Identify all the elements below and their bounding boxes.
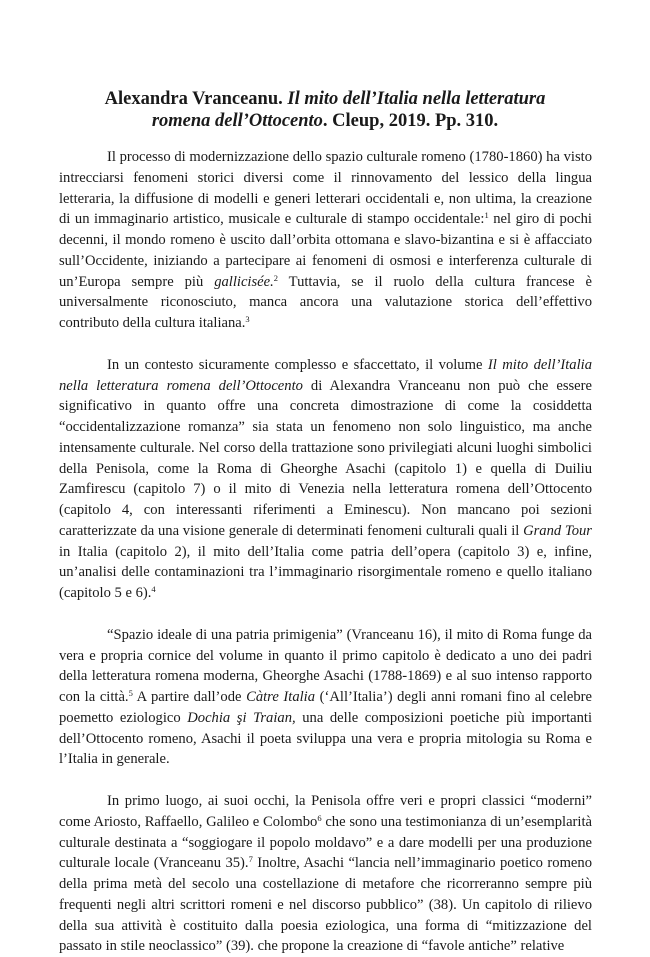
review-heading	[60, 88, 590, 132]
paragraph-3	[59, 625, 592, 770]
paragraph-2	[59, 355, 592, 604]
footnote-ref[interactable]: 6	[317, 812, 322, 823]
review-body	[59, 147, 592, 957]
footnote-ref[interactable]: 5	[128, 688, 133, 698]
footnote-ref[interactable]: 1	[484, 210, 489, 221]
book-title-line2: romena dell’Ottocento	[151, 111, 323, 131]
footnote-ref[interactable]: 4	[151, 584, 156, 594]
paragraph-4	[59, 791, 592, 957]
publisher-info: . Cleup, 2019. Pp. 310.	[322, 111, 499, 131]
text-span: In primo luogo, ai suoi occhi, la Penisola offre veri e propri classici “moderni” come Ariosto, Raffaello, Galileo e Colombo	[59, 793, 592, 830]
text-span: una delle composizioni poetiche più importanti dell’Ottocento romeno, Asachi il poeta sviluppa una vera e propria mitologia su Roma e l’Italia in generale.	[59, 709, 593, 768]
footnote-ref[interactable]: 7	[248, 854, 253, 865]
text-span: In un contesto sicuramente complesso e sfaccettato, il volume	[107, 356, 488, 373]
text-span: (‘All’Italia’) degli anni romani fino al celebre poemetto eziologico	[59, 689, 593, 726]
italic-title: Dochia şi Traian,	[187, 709, 296, 726]
paragraph-1	[59, 147, 592, 334]
italic-title: Il mito dell’Italia nella letteratura romena dell’Ottocento	[59, 356, 592, 394]
text-span: Tuttavia, se il ruolo della cultura francese è universalmente riconosciuto, manca ancora una valutazione storica dell’effettivo contributo della cultura italiana.	[59, 273, 592, 331]
book-title-line1: Il mito dell’Italia nella letteratura	[287, 89, 546, 109]
italic-title: Càtre Italia	[246, 689, 316, 705]
text-span: Inoltre, Asachi “lancia nell’immaginario poetico romeno della prima metà del secolo una costellazione di metafore che ricorreranno sempre più frequenti negli altri scrittori romeni e nel discorso pubblico” (38). Un capitolo di rilievo della sua attività è costituito dalla poesia eziologica, una forma di “mitizzazione del passato in stile neoclassico” (39). che propone la creazione di “favole antiche” relative	[59, 855, 593, 955]
text-span: in Italia (capitolo 2), il mito dell’Italia come patria dell’opera (capitolo 3) e, infine, un’analisi delle contaminazioni tra l’immaginario risorgimentale romeno e quello italiano (capitolo 5 e 6).	[59, 543, 592, 601]
text-span: Il processo di modernizzazione dello spazio culturale romeno (1780-1860) ha visto intrecciarsi fenomeni storici diversi come il rinnovamento del lessico della lingua letteraria, la diffusione di modelli e generi letterari occidentali e, non ultima, la creazione di un immaginario artistico, musicale e culturale di stampo occidentale:	[59, 149, 592, 228]
italic-term: Grand Tour	[523, 522, 592, 539]
text-span: di Alexandra Vranceanu non può che essere significativo in quanto offre una concreta dimostrazione di come la cosiddetta “occidentalizzazione romanza” sia stata un fenomeno non solo linguistico, ma anche intensamente culturale. Nel corso della trattazione sono privilegiati alcuni luoghi simbolici della Penisola, come la Roma di Gheorghe Asachi (capitolo 1) e quella di Duiliu Zamfirescu (capitolo 7) o il mito di Venezia nella letteratura romena dell’Ottocento (capitolo 4, con interessanti riferimenti a Eminescu). Non mancano poi sezioni caratterizzate da una visione generale di determinati fenomeni culturali quali il	[59, 377, 592, 539]
text-span: nel giro di pochi decenni, il mondo romeno è uscito dall’orbita ottomana e slavo-bizantina e si è affacciato sull’Occidente, iniziando a partecipare ai fenomeni di osmosi e interferenza culturale di un’Europa sempre più	[59, 211, 592, 290]
text-span: A partire dall’ode	[132, 689, 247, 705]
text-span: che sono una testimonianza di un’esemplarità culturale destinata a “soggiogare il popolo moldavo” e a dare modelli per una produzione culturale locale (Vranceanu 35).	[59, 813, 593, 872]
italic-term: gallicisée.	[214, 273, 274, 290]
footnote-ref[interactable]: 3	[245, 314, 250, 324]
review-author: Alexandra Vranceanu.	[104, 89, 283, 109]
text-span: “Spazio ideale di una patria primigenia” (Vranceanu 16), il mito di Roma funge da vera e propria cornice del volume in quanto il primo capitolo è dedicato a uno dei padri della letteratura romena moderna, Gheorghe Asachi (1788-1869) e al suo intenso rapporto con la città.	[59, 626, 592, 705]
footnote-ref[interactable]: 2	[273, 272, 279, 283]
